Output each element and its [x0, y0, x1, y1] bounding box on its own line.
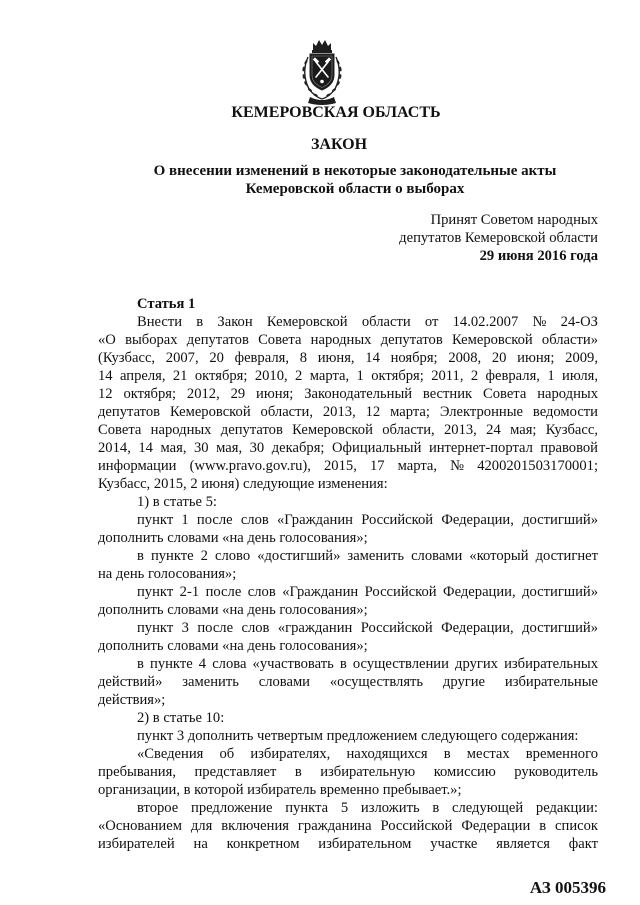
law-title-line: Кемеровской области о выборах [245, 181, 465, 197]
article-body [98, 295, 598, 853]
text-line: Совета народных депутатов Кемеровской области, 2013, 24 мая; Кузбасс, [98, 422, 598, 438]
text-line: 14 апреля, 21 октября; 2010, 2 марта, 1 октября; 2011, 2 февраля, 1 июля, [98, 368, 598, 384]
adoption-line: Принят Советом народных [430, 212, 598, 228]
adoption-date: 29 июня 2016 года [479, 248, 598, 264]
text-line: пункт 3 дополнить четвертым предложением следующего содержания: [137, 728, 579, 744]
text-line: «Сведения об избирателях, находящихся в местах временного [137, 746, 598, 762]
text-line: «Основанием для включения гражданина Российской Федерации в список [98, 818, 598, 834]
text-line: избирателей на конкретном избирательном участке является факт [98, 836, 598, 852]
text-line: 1) в статье 5: [137, 494, 217, 510]
text-line: второе предложение пункта 5 изложить в следующей редакции: [137, 800, 598, 816]
text-line: «О выборах депутатов Совета народных депутатов Кемеровской области» [98, 332, 598, 348]
paragraph [98, 817, 598, 853]
text-line: действия»; [98, 692, 166, 708]
text-line: 2) в статье 10: [137, 710, 225, 726]
paragraph [98, 799, 598, 817]
text-line: дополнить словами «на день голосования»; [98, 638, 368, 654]
text-line: пункт 2-1 после слов «Гражданин Российской Федерации, достигший» [137, 584, 598, 600]
paragraph [98, 709, 598, 727]
text-line: пункт 1 после слов «Гражданин Российской Федерации, достигший» [137, 512, 598, 528]
text-line: организации, в которой избиратель временно пребывает.»; [98, 782, 462, 798]
paragraph [98, 619, 598, 655]
article-heading: Статья 1 [137, 296, 196, 312]
text-line: дополнить словами «на день голосования»; [98, 602, 368, 618]
adoption-line: депутатов Кемеровской области [399, 230, 598, 246]
text-line: 2014, 14 мая, 30 мая, 30 декабря; Официальный интернет-портал правовой [98, 440, 598, 456]
text-line: в пункте 2 слово «достигший» заменить словами «который достигнет [137, 548, 598, 564]
paragraph [98, 583, 598, 619]
text-line: пребывания, представляет в избирательную комиссию руководитель [98, 764, 598, 780]
adoption-note [98, 211, 598, 265]
text-line: пункт 3 после слов «гражданин Российской Федерации, достигший» [137, 620, 598, 636]
region-name: КЕМЕРОВСКАЯ ОБЛАСТЬ [231, 104, 441, 121]
paragraph [98, 493, 598, 511]
paragraph [98, 313, 598, 493]
text-line: Кузбасс, 2015, 2 июня) следующие изменения: [98, 476, 388, 492]
paragraph [98, 511, 598, 547]
text-line: в пункте 4 слова «участвовать в осуществлении других избирательных [137, 656, 598, 672]
text-line: Внести в Закон Кемеровской области от 14.02.2007 № 24-ОЗ [137, 314, 598, 330]
paragraph [98, 655, 598, 709]
text-line: действий» заменить словами «осуществлять другие избирательные [98, 674, 598, 690]
paragraph [98, 745, 598, 799]
paragraph [98, 547, 598, 583]
text-line: депутатов Кемеровской области, 2013, 12 марта; Электронные ведомости [98, 404, 598, 420]
document-type: ЗАКОН [310, 136, 368, 153]
text-line: информации (www.pravo.gov.ru), 2015, 17 марта, № 4200201503170001; [98, 458, 598, 474]
text-line: (Кузбасс, 2007, 20 февраля, 8 июня, 14 ноября; 2008, 20 июня; 2009, [98, 350, 598, 366]
text-line: 12 октября; 2012, 29 июня; Законодательный вестник Совета народных [98, 386, 598, 402]
paragraph [98, 727, 598, 745]
law-title-line: О внесении изменений в некоторые законодательные акты [153, 163, 557, 179]
serial-number: АЗ 005396 [529, 878, 606, 897]
text-line: на день голосования»; [98, 566, 237, 582]
law-title [105, 162, 605, 198]
coat-of-arms-icon [299, 37, 345, 105]
text-line: дополнить словами «на день голосования»; [98, 530, 368, 546]
